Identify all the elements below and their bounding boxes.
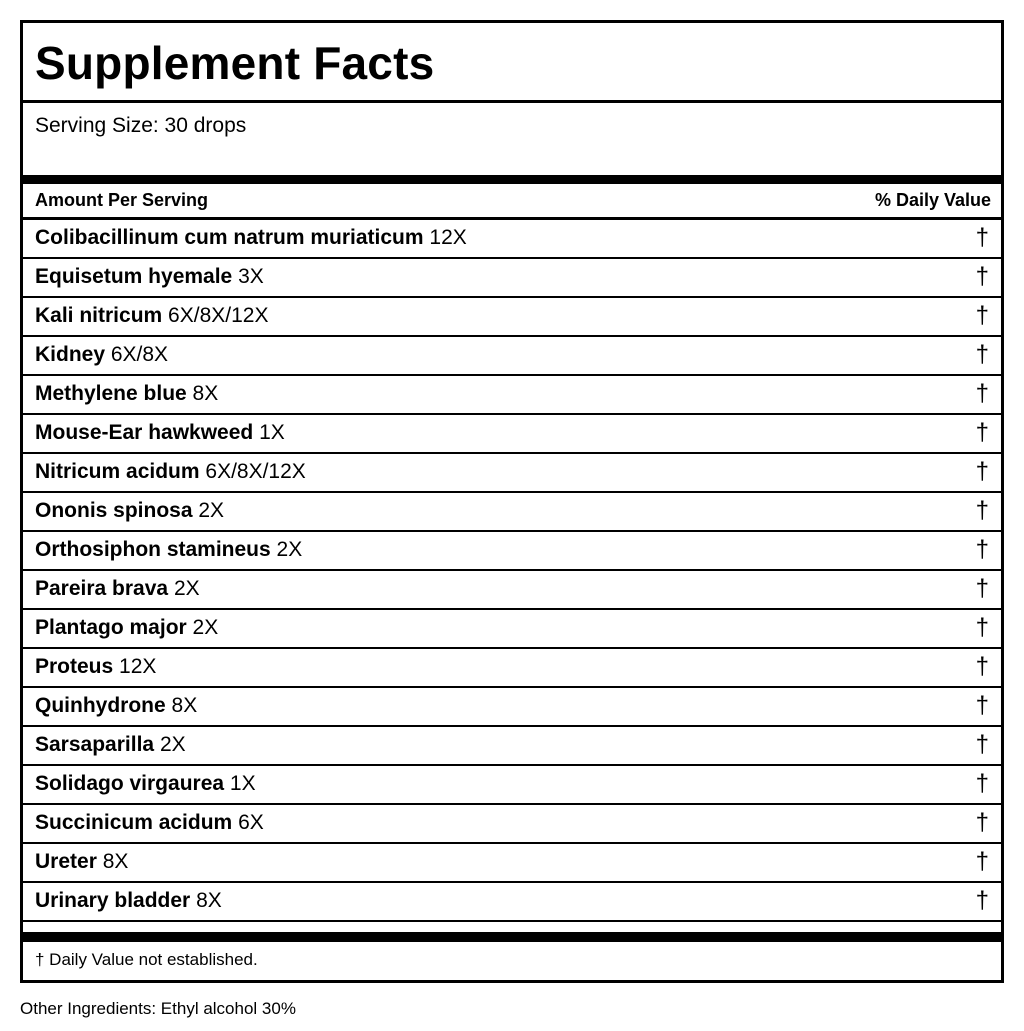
- ingredient-name: [35, 889, 222, 913]
- ingredient-row: [23, 415, 1001, 454]
- dagger-daily-value: †: [975, 497, 989, 524]
- daily-value-footnote: † Daily Value not established.: [35, 950, 258, 969]
- ingredient-name: [35, 811, 264, 835]
- ingredient-name: [35, 265, 264, 289]
- serving-size-section: [23, 103, 1001, 175]
- ingredient-name: [35, 499, 224, 523]
- daily-value-header: % Daily Value: [874, 190, 991, 210]
- supplement-facts-panel: [20, 20, 1004, 983]
- ingredient-potency: 6X/8X/12X: [205, 460, 306, 483]
- ingredient-potency: 6X: [238, 811, 264, 834]
- ingredient-potency: 8X: [196, 889, 222, 912]
- ingredient-potency: 2X: [192, 616, 219, 639]
- ingredient-row: [23, 259, 1001, 298]
- ingredient-name-bold: Succinicum acidum: [35, 811, 233, 834]
- ingredient-name-bold: Orthosiphon stamineus: [35, 538, 271, 561]
- ingredient-name: [35, 226, 467, 250]
- dagger-daily-value: †: [975, 302, 989, 329]
- dagger-daily-value: †: [975, 848, 989, 875]
- ingredient-name: [35, 538, 302, 562]
- thick-divider-bottom: [23, 932, 1001, 942]
- other-ingredients: Other Ingredients: Ethyl alcohol 30%: [20, 999, 296, 1018]
- ingredient-list: [23, 220, 1001, 922]
- ingredient-name: [35, 616, 218, 640]
- ingredient-row: [23, 571, 1001, 610]
- ingredient-name: [35, 772, 256, 796]
- ingredient-row: [23, 220, 1001, 259]
- ingredient-name-bold: Mouse-Ear hawkweed: [35, 421, 254, 444]
- panel-title: [23, 23, 1001, 103]
- dagger-daily-value: †: [975, 809, 989, 836]
- ingredient-potency: 2X: [198, 499, 225, 522]
- ingredient-row: [23, 376, 1001, 415]
- thick-divider-top: [23, 175, 1001, 184]
- ingredient-potency: 8X: [102, 850, 129, 873]
- dagger-daily-value: †: [975, 575, 989, 602]
- ingredient-row: [23, 454, 1001, 493]
- dagger-daily-value: †: [975, 614, 989, 641]
- ingredient-name-bold: Equisetum hyemale: [35, 265, 233, 288]
- ingredient-potency: 6X/8X: [110, 343, 169, 366]
- dagger-daily-value: †: [975, 770, 989, 797]
- dagger-daily-value: †: [975, 458, 989, 485]
- dagger-daily-value: †: [975, 653, 989, 680]
- dagger-daily-value: †: [975, 536, 989, 563]
- dagger-daily-value: †: [975, 731, 989, 758]
- ingredient-potency: 12X: [119, 655, 157, 678]
- panel-title-text: Supplement Facts: [35, 37, 435, 89]
- serving-size-text: Serving Size: 30 drops: [35, 114, 247, 137]
- ingredient-name: [35, 694, 197, 718]
- ingredient-name: [35, 460, 306, 484]
- ingredient-row: [23, 844, 1001, 883]
- ingredient-potency: 8X: [171, 694, 198, 717]
- ingredient-potency: 1X: [229, 772, 256, 795]
- dagger-daily-value: †: [975, 692, 989, 719]
- ingredient-row: [23, 805, 1001, 844]
- ingredient-name-bold: Ononis spinosa: [35, 499, 193, 522]
- ingredient-row: [23, 493, 1001, 532]
- ingredient-name-bold: Sarsaparilla: [35, 733, 155, 756]
- ingredient-name-bold: Quinhydrone: [35, 694, 166, 717]
- ingredient-name-bold: Methylene blue: [35, 382, 187, 405]
- ingredient-name-bold: Colibacillinum cum natrum muriaticum: [35, 226, 424, 249]
- ingredient-potency: 1X: [259, 421, 285, 444]
- ingredient-name: [35, 733, 186, 757]
- dagger-daily-value: †: [975, 887, 989, 914]
- ingredient-row: [23, 532, 1001, 571]
- ingredient-name-bold: Urinary bladder: [35, 889, 191, 912]
- ingredient-potency: 3X: [238, 265, 264, 288]
- ingredient-name: [35, 850, 128, 874]
- dagger-daily-value: †: [975, 341, 989, 368]
- ingredient-name: [35, 304, 268, 328]
- dagger-daily-value: †: [975, 263, 989, 290]
- dagger-daily-value: †: [975, 224, 989, 251]
- column-header-row: [23, 184, 1001, 220]
- ingredient-name-bold: Ureter: [35, 850, 97, 873]
- ingredient-potency: 2X: [276, 538, 303, 561]
- ingredient-potency: 2X: [159, 733, 186, 756]
- ingredient-potency: 12X: [429, 226, 467, 249]
- ingredient-potency: 6X/8X/12X: [168, 304, 269, 327]
- ingredient-row: [23, 649, 1001, 688]
- ingredient-potency: 8X: [192, 382, 219, 405]
- ingredient-potency: 2X: [173, 577, 200, 600]
- dagger-daily-value: †: [975, 380, 989, 407]
- ingredient-row: [23, 610, 1001, 649]
- dagger-daily-value: †: [975, 419, 989, 446]
- ingredient-name-bold: Kali nitricum: [35, 304, 163, 327]
- ingredient-row: [23, 298, 1001, 337]
- ingredient-name-bold: Proteus: [35, 655, 114, 678]
- amount-per-serving-header: Amount Per Serving: [35, 190, 209, 210]
- ingredient-name-bold: Kidney: [35, 343, 106, 366]
- ingredient-name: [35, 577, 200, 601]
- ingredient-name: [35, 382, 218, 406]
- ingredient-name: [35, 343, 168, 367]
- ingredient-row: [23, 727, 1001, 766]
- ingredient-name: [35, 655, 156, 679]
- ingredient-row: [23, 337, 1001, 376]
- ingredient-name: [35, 421, 285, 445]
- ingredient-row: [23, 766, 1001, 805]
- ingredient-name-bold: Plantago major: [35, 616, 187, 639]
- ingredient-row: [23, 688, 1001, 727]
- ingredient-name-bold: Pareira brava: [35, 577, 169, 600]
- ingredient-row: [23, 883, 1001, 922]
- ingredient-name-bold: Nitricum acidum: [35, 460, 200, 483]
- ingredient-name-bold: Solidago virgaurea: [35, 772, 225, 795]
